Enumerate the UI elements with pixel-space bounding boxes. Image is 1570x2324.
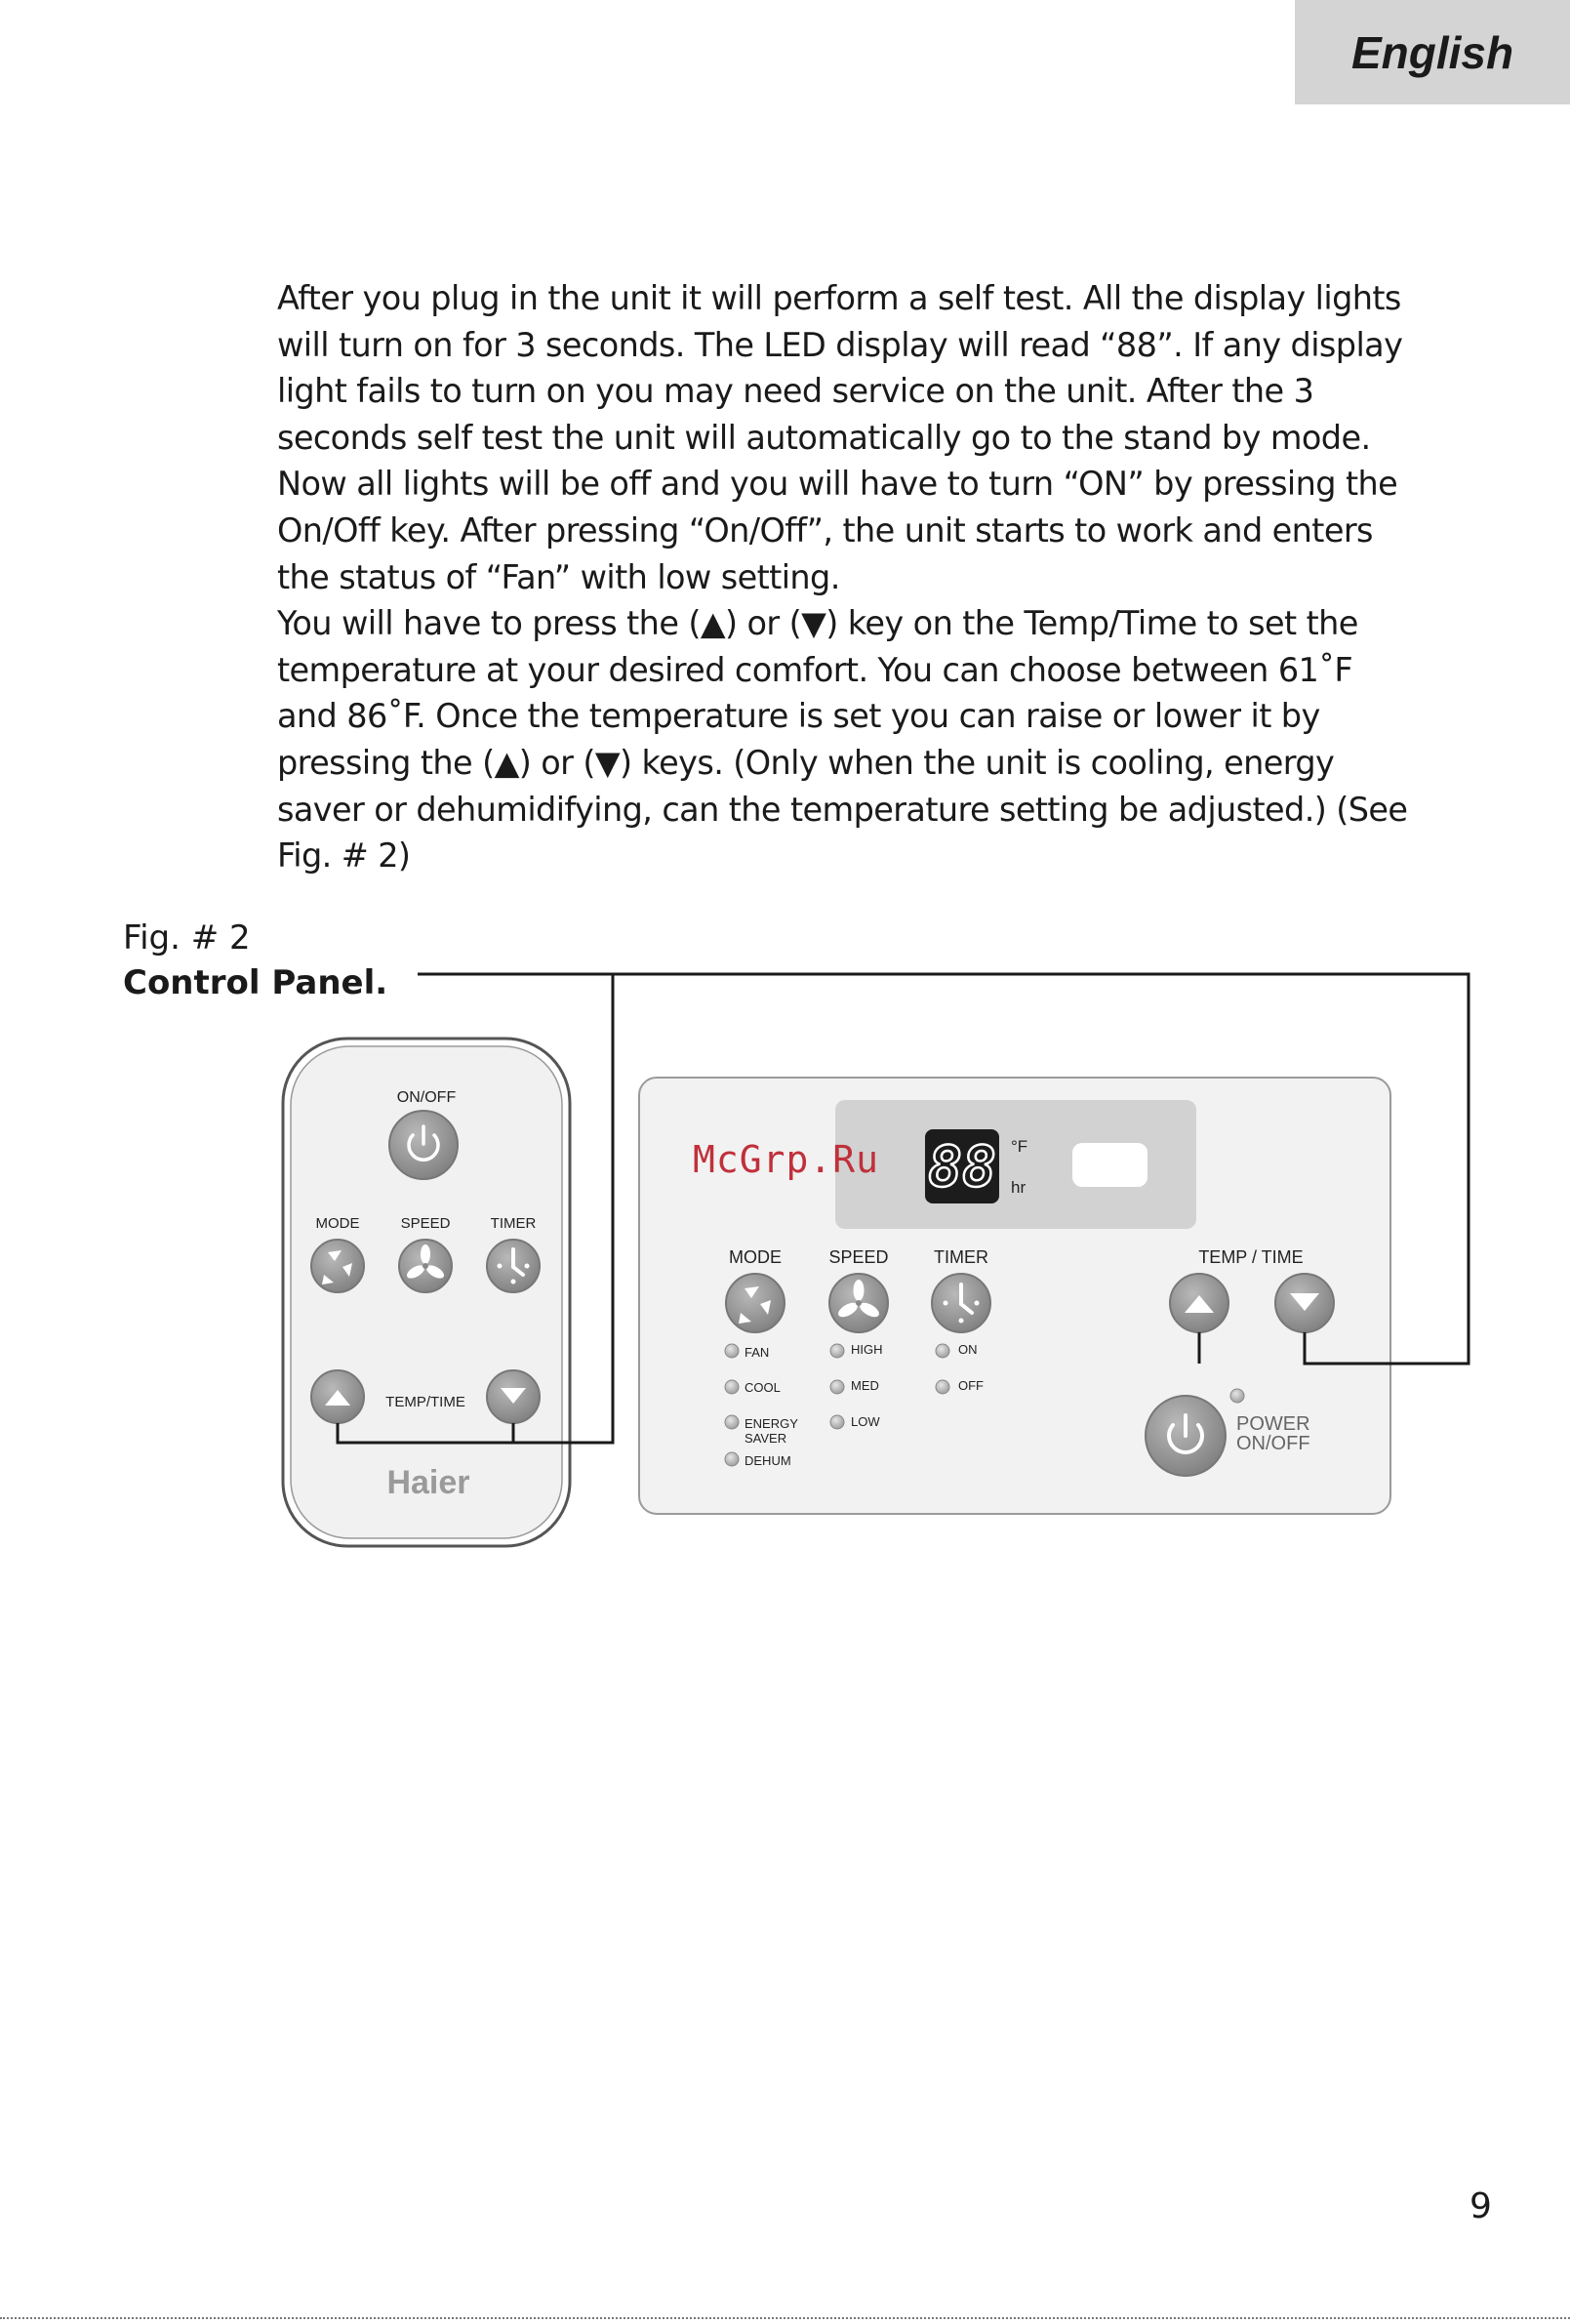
power-label-line-1: POWER — [1236, 1413, 1310, 1435]
mode-indicator-fan — [725, 1344, 769, 1360]
panel-timer-label: TIMER — [934, 1247, 988, 1267]
panel-mode-button[interactable] — [726, 1274, 785, 1332]
speed-indicator-low — [830, 1414, 880, 1429]
power-indicator-light — [1230, 1389, 1244, 1403]
speed-indicator-label: HIGH — [851, 1342, 883, 1357]
panel-timer-button[interactable] — [932, 1274, 990, 1332]
panel-power-button[interactable] — [1146, 1396, 1226, 1476]
mode-indicator-cool — [725, 1380, 781, 1395]
speed-indicator-med — [830, 1378, 879, 1394]
remote-timer-label: TIMER — [490, 1215, 537, 1232]
remote-mode-button[interactable] — [311, 1240, 364, 1292]
timer-indicator-off — [936, 1378, 984, 1394]
mode-indicator-label: FAN — [745, 1345, 770, 1360]
mode-indicator-dehum — [725, 1452, 791, 1468]
language-label: English — [1350, 26, 1514, 78]
page-number: 9 — [1469, 2186, 1492, 2226]
remote-temp-up-button[interactable] — [311, 1370, 364, 1423]
remote-control — [283, 1039, 570, 1546]
mode-indicator-label: ENERGY — [745, 1416, 798, 1431]
unit-hours-label: hr — [1011, 1178, 1027, 1197]
speed-indicator-high — [830, 1342, 883, 1358]
mode-indicator-label: DEHUM — [745, 1453, 791, 1468]
remote-speed-label: SPEED — [400, 1215, 451, 1232]
speed-indicator-label: MED — [851, 1378, 879, 1393]
remote-timer-button[interactable] — [487, 1240, 540, 1292]
remote-temp-time-label: TEMP/TIME — [385, 1394, 465, 1410]
panel-temp-time-label: TEMP / TIME — [1198, 1247, 1304, 1267]
paragraph-temperature: You will have to press the (▲) or (▼) key on the Temp/Time to set the temperature at your desired comfort. You can choose between 61˚F and 86˚F. Once the temperature is set you can raise or lower it by pressing the (▲) or (▼) keys. (Only when the unit is cooling, energy saver or dehumidifying, can the temperature setting be adjusted.) (See Fig. # 2) — [277, 604, 1408, 876]
paragraph-self-test: After you plug in the unit it will perform a self test. All the display lights will turn on for 3 seconds. The LED display will read “88”. If any display light fails to turn on you may need service on the unit. After the 3 seconds self test the unit will automatically go to the stand by mode. Now all lights will be off and you will have to turn “ON” by pressing the On/Off key. After pressing “On/Off”, the unit starts to work and enters the status of “Fan” with low setting. — [277, 279, 1403, 596]
figure-number: Fig. # 2 — [123, 918, 251, 958]
remote-brand-logo: Haier — [386, 1464, 470, 1501]
panel-speed-label: SPEED — [828, 1247, 889, 1267]
unit-fahrenheit-label: °F — [1011, 1137, 1028, 1156]
remote-power-button[interactable] — [389, 1111, 458, 1179]
remote-temp-down-button[interactable] — [487, 1370, 540, 1423]
watermark: McGrp.Ru — [693, 1138, 880, 1181]
remote-mode-label: MODE — [315, 1215, 360, 1232]
mode-indicator-label: SAVER — [745, 1431, 787, 1446]
panel-mode-label: MODE — [729, 1247, 782, 1267]
remote-on-off-label: ON/OFF — [396, 1089, 457, 1106]
panel-temp-down-button[interactable] — [1275, 1274, 1334, 1332]
figure-title: Control Panel. — [123, 963, 388, 1002]
speed-indicator-label: LOW — [851, 1414, 880, 1429]
remote-receiver-window — [1072, 1143, 1147, 1187]
remote-speed-button[interactable] — [399, 1240, 452, 1292]
timer-indicator-label: ON — [958, 1342, 978, 1357]
power-label-line-2: ON/OFF — [1236, 1433, 1310, 1454]
led-digits: 88 — [928, 1133, 996, 1200]
bottom-rule — [0, 2317, 1570, 2319]
mode-indicator-label: COOL — [745, 1380, 781, 1395]
panel-temp-up-button[interactable] — [1170, 1274, 1228, 1332]
timer-indicator-label: OFF — [958, 1378, 984, 1393]
panel-speed-button[interactable] — [829, 1274, 888, 1332]
